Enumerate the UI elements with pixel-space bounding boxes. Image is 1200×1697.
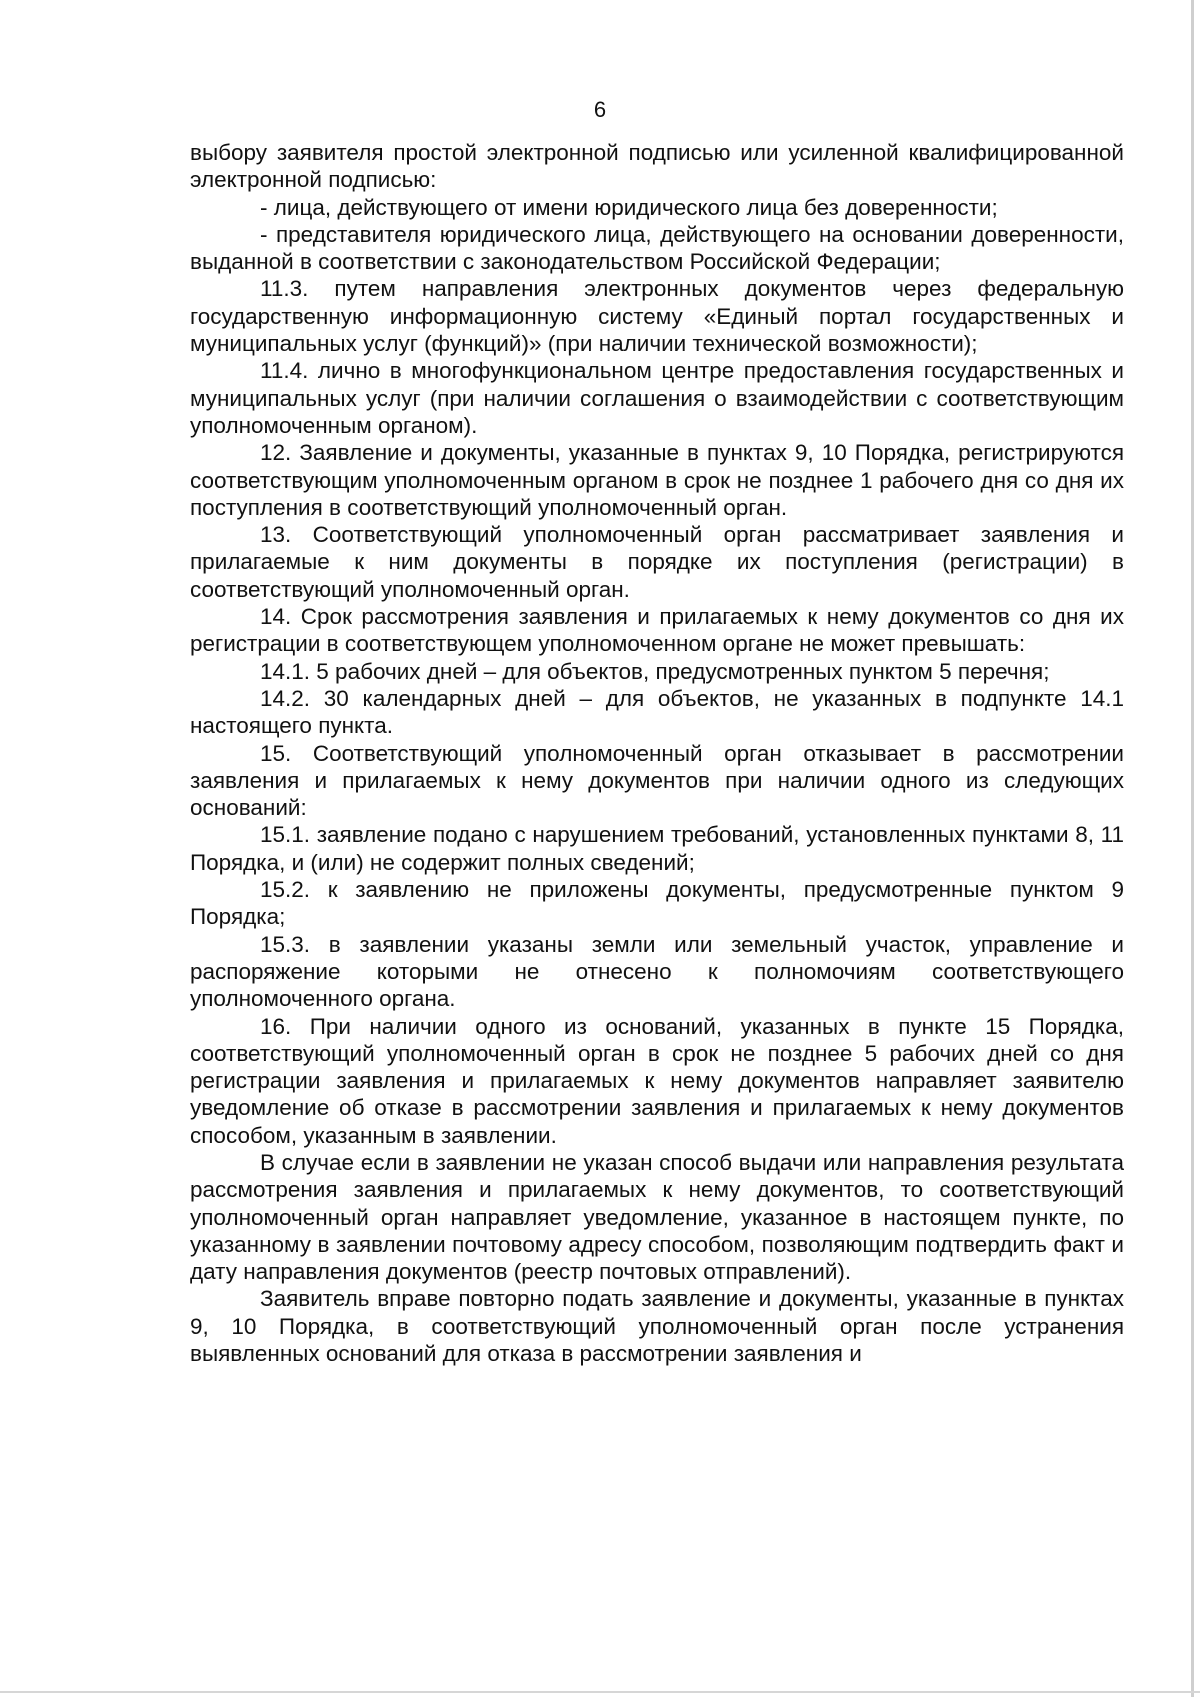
paragraph-16-resubmission: Заявитель вправе повторно подать заявление и документы, указанные в пунктах 9, 10 Порядка, в соответствующий уполномоченный орган после устранения выявленных оснований для отказа в рассмотрении заявления и: [190, 1286, 1124, 1367]
paragraph-bullet-representative: - представителя юридического лица, действующего на основании доверенности, выданной в соответствии с законодательством Российской Федерации;: [190, 221, 1124, 275]
paragraph-16-no-delivery-method: В случае если в заявлении не указан способ выдачи или направления результата рассмотрения заявления и прилагаемых к нему документов, то соответствующий уполномоченный орган направляет уведомление, указанное в настоящем пункте, по указанному в заявлении почтовому адресу способом, позволяющим подтвердить факт и дату направления документов (реестр почтовых отправлений).: [190, 1149, 1124, 1285]
paragraph-14-1: 14.1. 5 рабочих дней – для объектов, предусмотренных пунктом 5 перечня;: [260, 658, 1050, 684]
paragraph-13: 13. Соответствующий уполномоченный орган рассматривает заявления и прилагаемые к ним документы в порядке их поступления (регистрации) в соответствующий уполномоченный орган.: [190, 522, 1124, 602]
paragraph-14-2: 14.2. 30 календарных дней – для объектов, не указанных в подпункте 14.1 настоящего пункта.: [190, 685, 1124, 739]
page-edge-bottom: [0, 1691, 1200, 1693]
page-edge-right: [1191, 0, 1194, 1697]
paragraph-11-4: 11.4. лично в многофункциональном центре предоставления государственных и муниципальных услуг (при наличии соглашения о взаимодействии с соответствующим уполномоченным органом).: [190, 358, 1124, 438]
paragraph-15-2: 15.2. к заявлению не приложены документы, предусмотренные пунктом 9 Порядка;: [190, 877, 1124, 930]
paragraph-continuation: выбору заявителя простой электронной подписью или усиленной квалифицированной электронной подписью:: [190, 140, 1124, 193]
paragraph-15-3: 15.3. в заявлении указаны земли или земельный участок, управление и распоряжение которыми не отнесено к полномочиям соответствующего уполномоченного органа.: [190, 931, 1124, 1012]
paragraph-15: 15. Соответствующий уполномоченный орган отказывает в рассмотрении заявления и прилагаемых к нему документов при наличии одного из следующих оснований:: [190, 740, 1124, 821]
paragraph-15-1: 15.1. заявление подано с нарушением требований, установленных пунктами 8, 11 Порядка, и (или) не содержит полных сведений;: [190, 822, 1124, 875]
paragraph-11-3: 11.3. путем направления электронных документов через федеральную государственную информационную систему «Единый портал государственных и муниципальных услуг (функций)» (при наличии технической возможности);: [190, 276, 1124, 357]
paragraph-12: 12. Заявление и документы, указанные в пунктах 9, 10 Порядка, регистрируются соответствующим уполномоченным органом в срок не позднее 1 рабочего дня со дня их поступления в соответствующий уполномоченный орган.: [190, 440, 1124, 520]
document-body: [190, 139, 1124, 1367]
page-number: 6: [593, 97, 607, 122]
paragraph-bullet-legal-entity: - лица, действующего от имени юридического лица без доверенности;: [260, 194, 998, 220]
paragraph-14: 14. Срок рассмотрения заявления и прилагаемых к нему документов со дня их регистрации в соответствующем уполномоченном органе не может превышать:: [190, 604, 1124, 657]
paragraph-16: 16. При наличии одного из оснований, указанных в пункте 15 Порядка, соответствующий уполномоченный орган в срок не позднее 5 рабочих дней со дня регистрации заявления и прилагаемых к нему документов направляет заявителю уведомление об отказе в рассмотрении заявления и прилагаемых к нему документов способом, указанным в заявлении.: [190, 1013, 1124, 1148]
